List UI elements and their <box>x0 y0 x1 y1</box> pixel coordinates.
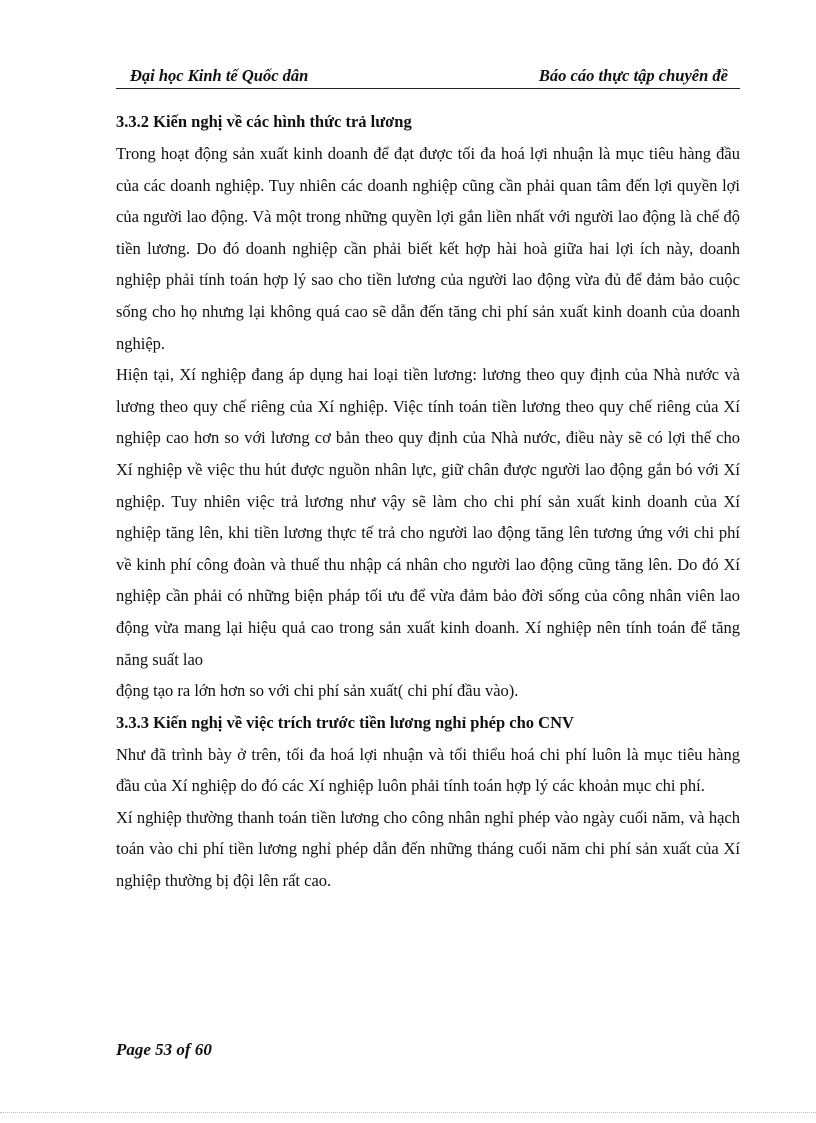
page-header <box>116 64 740 89</box>
section-332-paragraph-3: động tạo ra lớn hơn so với chi phí sản xuất( chi phí đầu vào). <box>116 681 519 701</box>
page-content <box>116 106 740 897</box>
header-university: Đại học Kinh tế Quốc dân <box>130 66 309 85</box>
header-report-title: Báo cáo thực tập chuyên đề <box>538 66 728 85</box>
section-333-paragraph-2: Xí nghiệp thường thanh toán tiền lương cho công nhân nghỉ phép vào ngày cuối năm, và hạch toán vào chi phí tiền lương nghỉ phép dẫn đến những tháng cuối năm chi phí sản xuất của Xí nghiệp thường bị đội lên rất cao. <box>116 807 740 891</box>
section-333-paragraph-1: Như đã trình bày ở trên, tối đa hoá lợi nhuận và tối thiểu hoá chi phí luôn là mục tiêu hàng đầu của Xí nghiệp do đó các Xí nghiệp luôn phải tính toán hợp lý các khoản mục chi phí. <box>116 744 740 796</box>
section-332-paragraph-2: Hiện tại, Xí nghiệp đang áp dụng hai loại tiền lương: lương theo quy định của Nhà nước và lương theo quy chế riêng của Xí nghiệp. Việc tính toán tiền lương theo quy chế riêng của Xí nghiệp cao hơn so với lương cơ bản theo quy định của Nhà nước, điều này sẽ có lợi thế cho Xí nghiệp về việc thu hút được nguồn nhân lực, giữ chân được người lao động gắn bó với Xí nghiệp. Tuy nhiên việc trả lương như vậy sẽ làm cho chi phí sản xuất kinh doanh của Xí nghiệp tăng lên, khi tiền lương thực tế trả cho người lao động tăng lên tương ứng với chi phí về kinh phí công đoàn và thuế thu nhập cá nhân cho người lao động cũng tăng lên. Do đó Xí nghiệp cần phải có những biện pháp tối ưu để vừa đảm bảo đời sống của công nhân viên lao động vừa mang lại hiệu quả cao trong sản xuất kinh doanh. Xí nghiệp nên tính toán để tăng năng suất lao <box>116 365 740 669</box>
section-332-heading: 3.3.2 Kiến nghị về các hình thức trả lương <box>116 112 412 131</box>
section-333-heading: 3.3.3 Kiến nghị về việc trích trước tiền lương nghỉ phép cho CNV <box>116 712 574 732</box>
page-number: Page 53 of 60 <box>116 1040 212 1059</box>
section-332-paragraph-1: Trong hoạt động sản xuất kinh doanh để đạt được tối đa hoá lợi nhuận là mục tiêu hàng đầu của các doanh nghiệp. Tuy nhiên các doanh nghiệp cũng cần phải quan tâm đến lợi quyền lợi của người lao động. Và một trong những quyền lợi gắn liền nhất với người lao động là chế độ tiền lương. Do đó doanh nghiệp cần phải biết kết hợp hài hoà giữa hai lợi ích này, doanh nghiệp phải tính toán hợp lý sao cho tiền lương của người lao động vừa đủ để đảm bảo cuộc sống cho họ nhưng lại không quá cao sẽ dẫn đến tăng chi phí sản xuất kinh doanh của doanh nghiệp. <box>116 144 740 353</box>
page-bottom-divider <box>0 1112 816 1113</box>
